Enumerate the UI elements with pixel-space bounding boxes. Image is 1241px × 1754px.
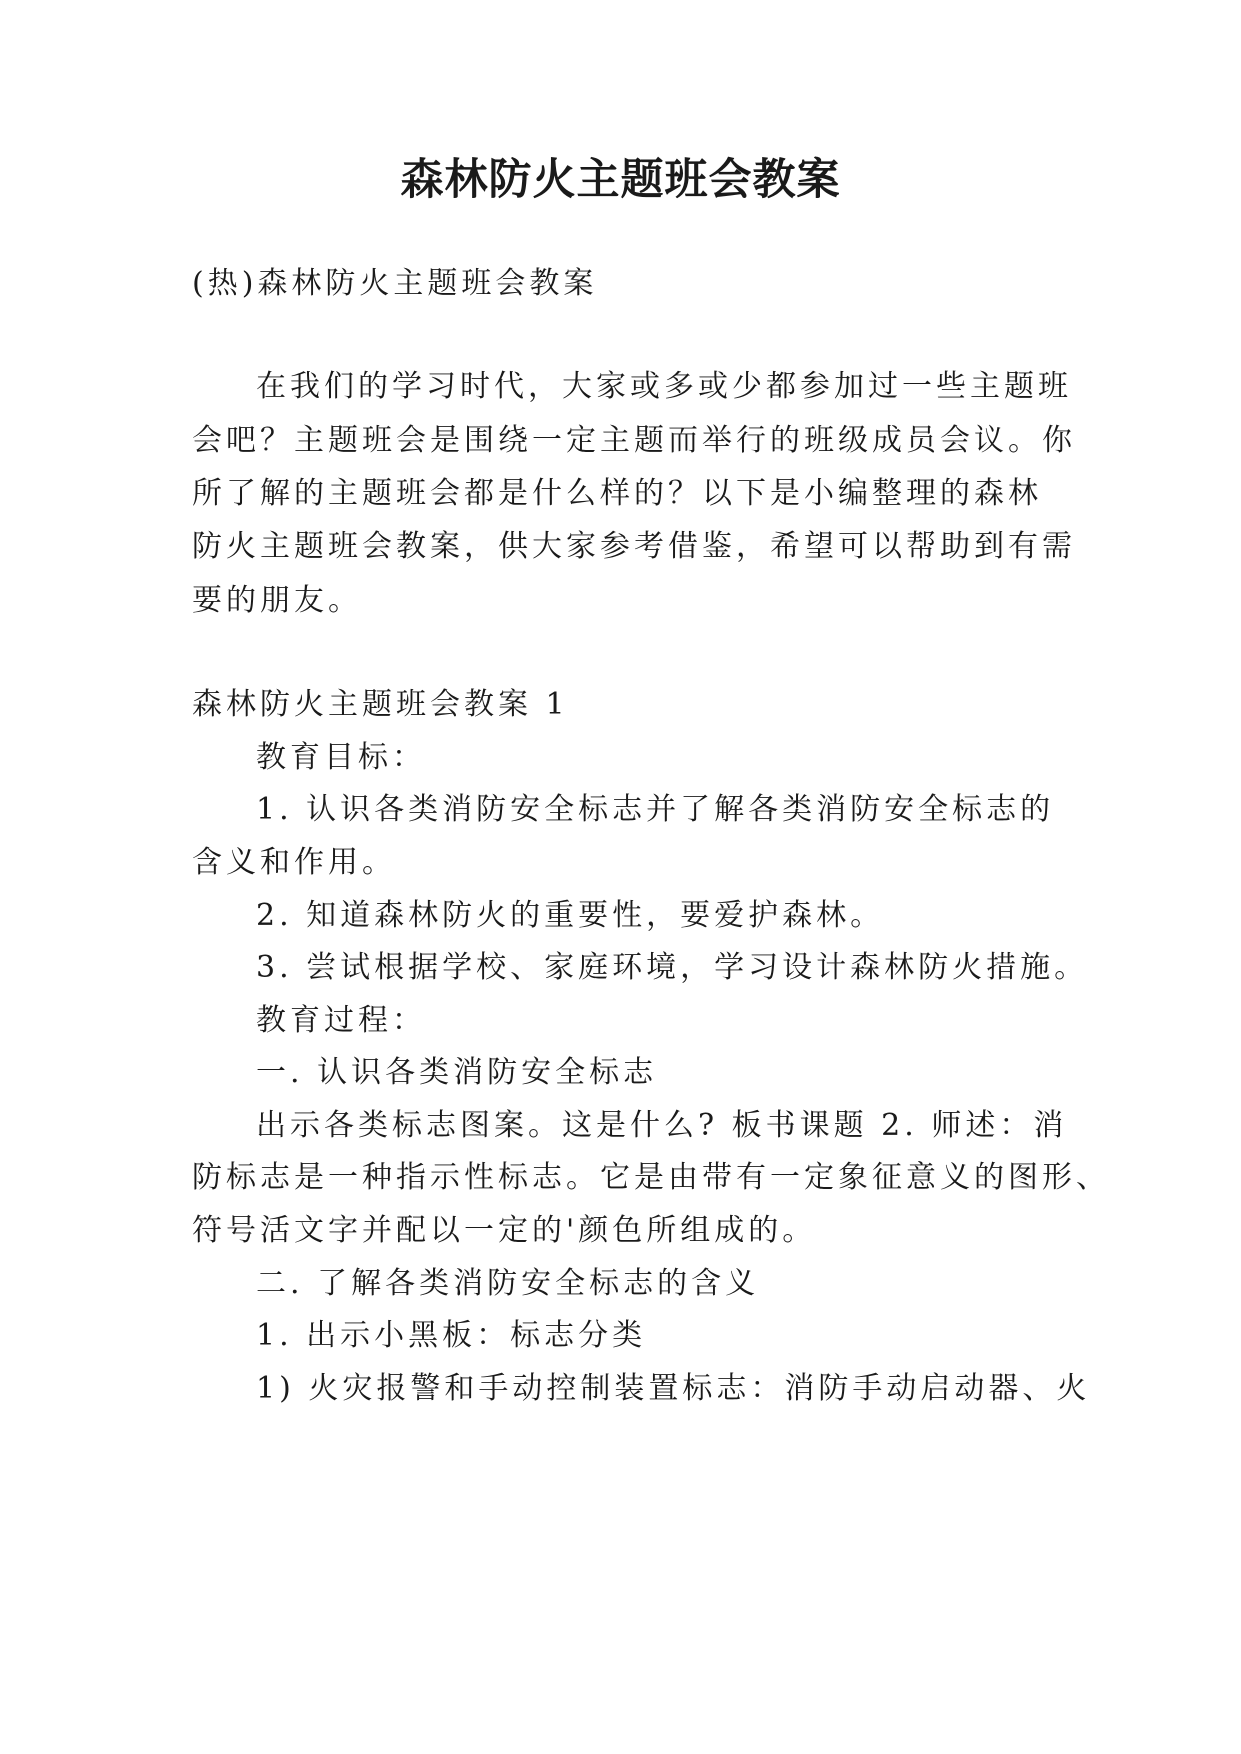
body-line: 2. 知道森林防火的重要性，要爱护森林。 <box>256 898 885 933</box>
body-line: 含义和作用。 <box>192 845 396 880</box>
document-subtitle: (热)森林防火主题班会教案 <box>192 266 598 301</box>
intro-line: 在我们的学习时代，大家或多或少都参加过一些主题班 <box>256 369 1072 404</box>
intro-line: 要的朋友。 <box>192 583 362 618</box>
body-line: 二. 了解各类消防安全标志的含义 <box>256 1266 760 1301</box>
body-line: 1. 出示小黑板：标志分类 <box>256 1318 647 1353</box>
body-line: 1. 认识各类消防安全标志并了解各类消防安全标志的 <box>256 792 1055 827</box>
intro-line: 所了解的主题班会都是什么样的？以下是小编整理的森林 <box>192 476 1042 511</box>
body-line: 教育目标： <box>256 740 426 775</box>
document-title: 森林防火主题班会教案 <box>400 155 841 205</box>
body-line: 教育过程： <box>256 1003 426 1038</box>
body-line: 出示各类标志图案。这是什么? 板书课题 2. 师述：消 <box>256 1108 1068 1143</box>
body-line: 防标志是一种指示性标志。它是由带有一定象征意义的图形、 <box>192 1160 1110 1195</box>
body-line: 一. 认识各类消防安全标志 <box>256 1055 658 1090</box>
body-line: 符号活文字并配以一定的'颜色所组成的。 <box>192 1213 817 1248</box>
body-line: 1) 火灾报警和手动控制装置标志：消防手动启动器、火 <box>256 1371 1091 1406</box>
body-line: 3. 尝试根据学校、家庭环境，学习设计森林防火措施。 <box>256 950 1089 985</box>
intro-line: 防火主题班会教案，供大家参考借鉴，希望可以帮助到有需 <box>192 529 1076 564</box>
intro-line: 会吧？主题班会是围绕一定主题而举行的班级成员会议。你 <box>192 423 1076 458</box>
section-heading: 森林防火主题班会教案 1 <box>192 687 569 722</box>
